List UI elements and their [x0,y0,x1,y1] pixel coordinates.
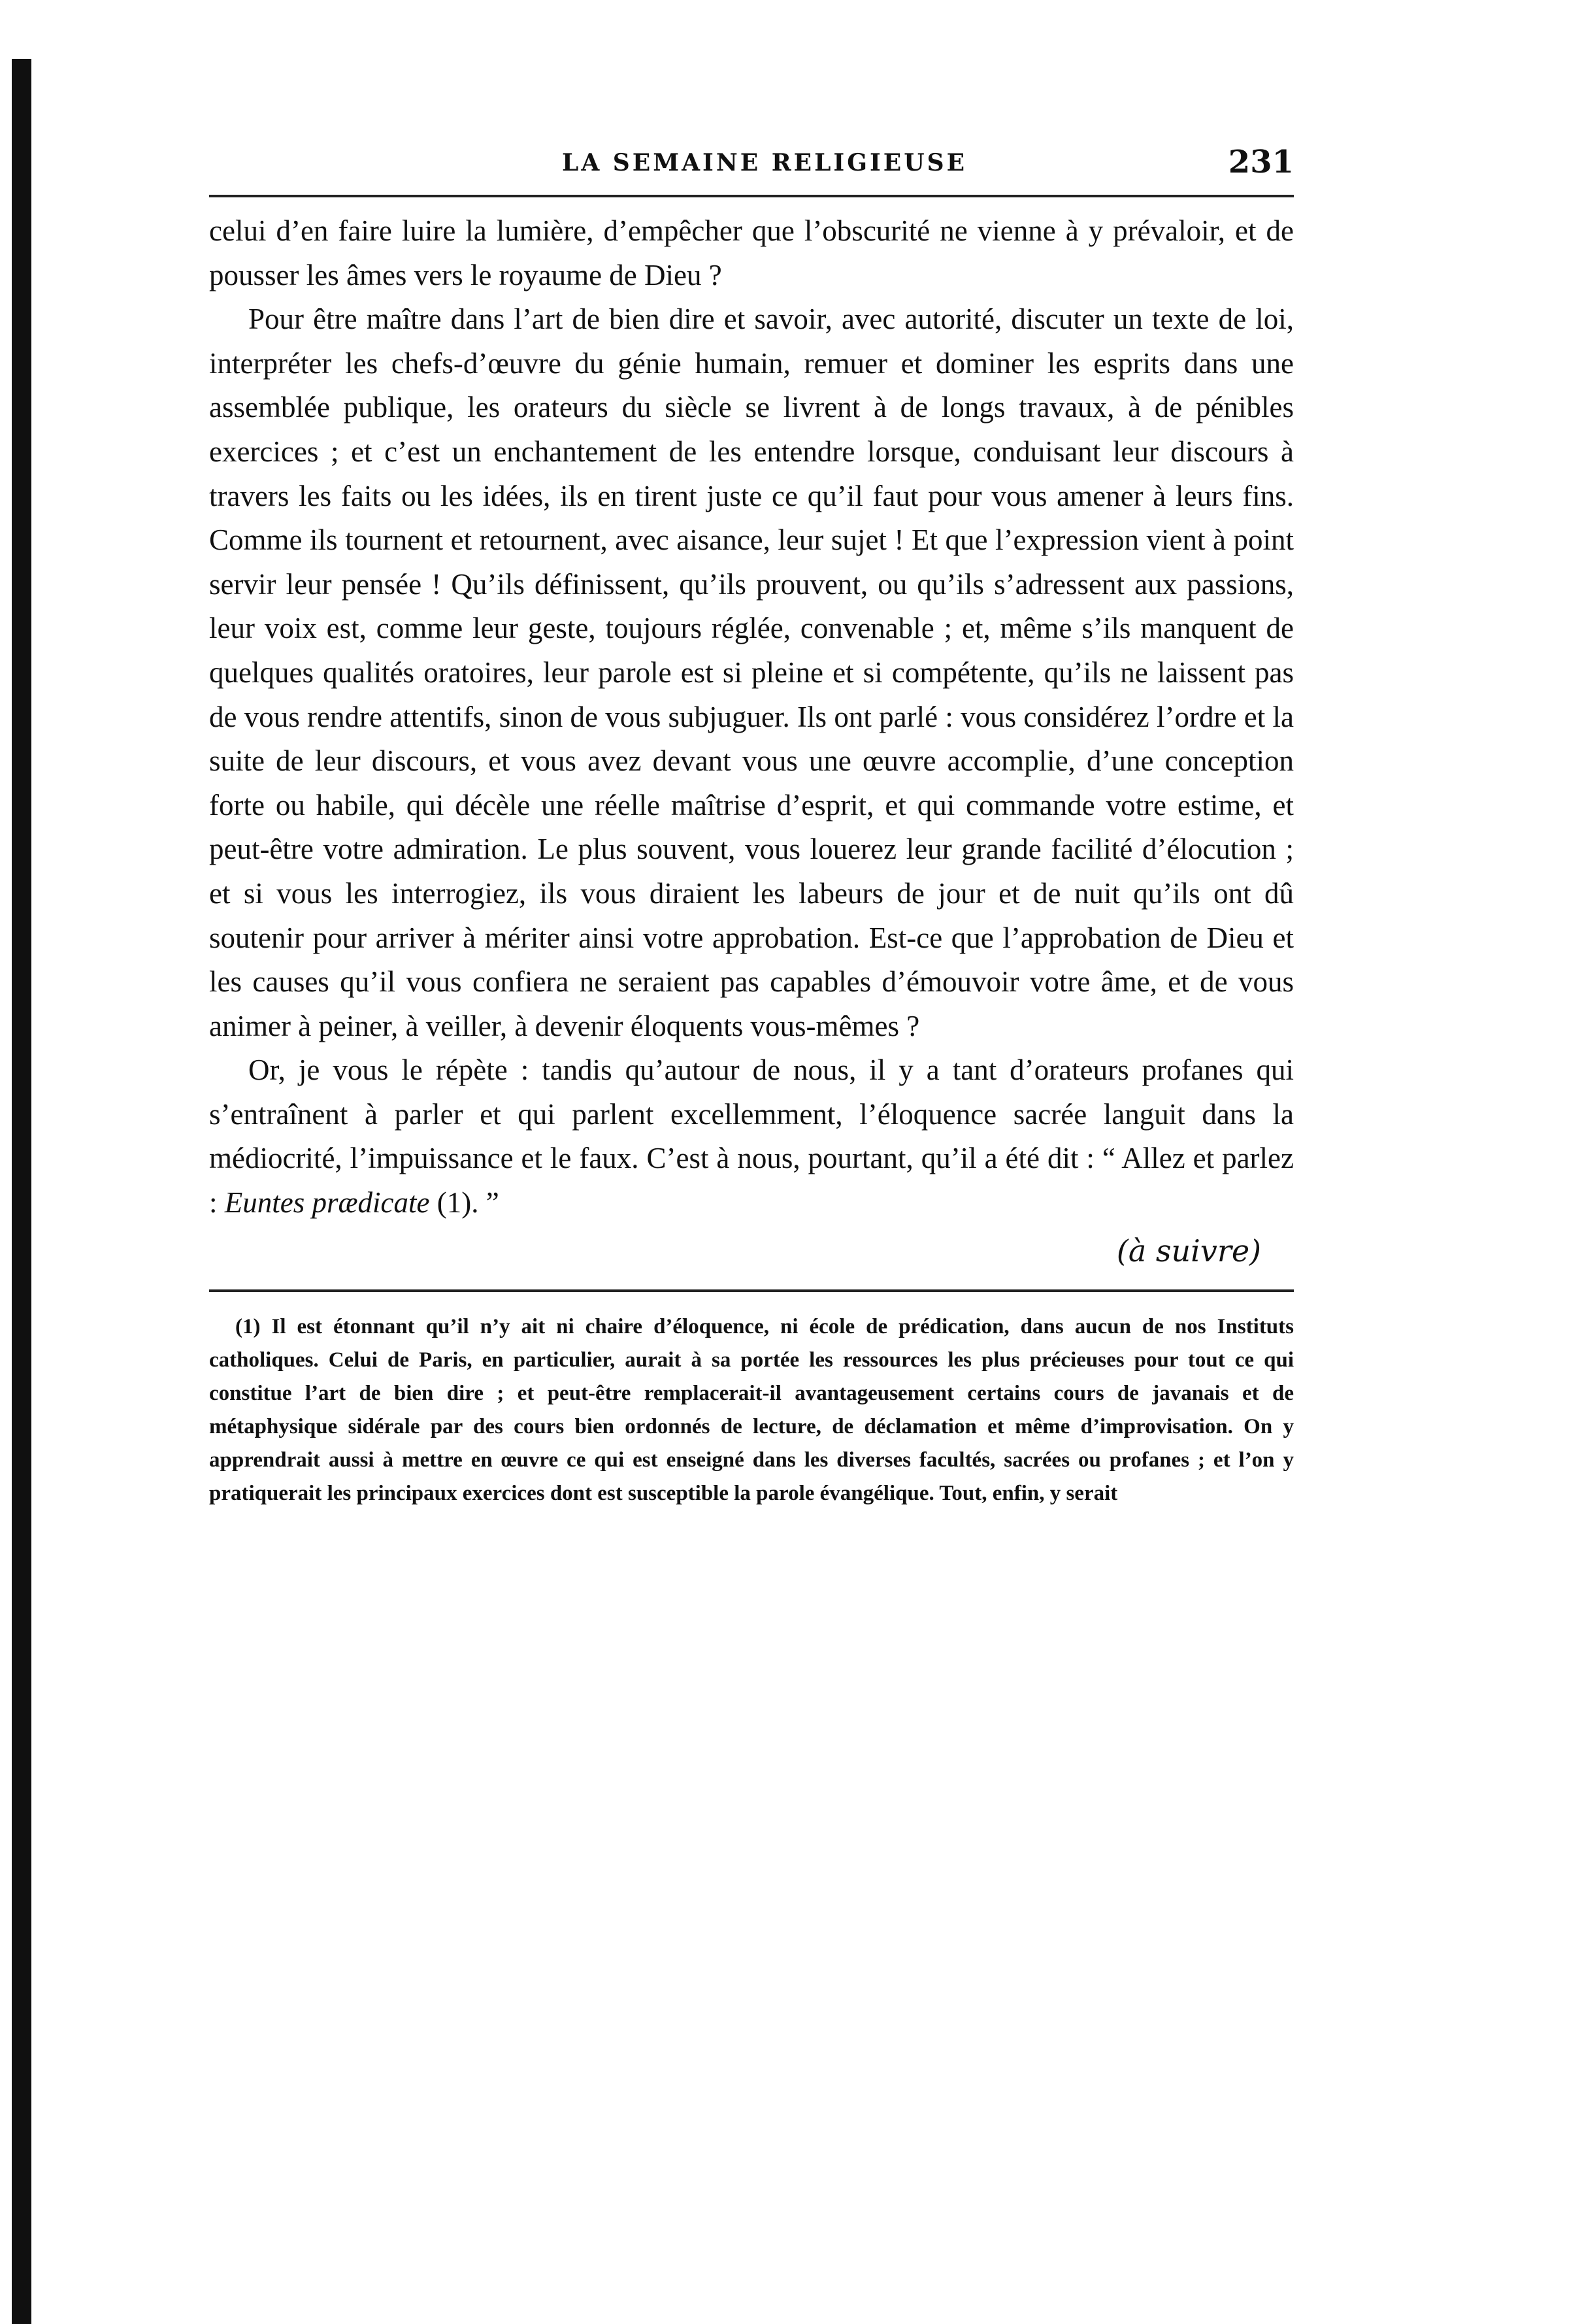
page-header [209,118,1294,190]
paragraph-3-text: Or, je vous le répète : tandis qu’autour de nous, il y a tant d’orateurs profanes qui s’entraînent à parler et qui parlent excellemment, l’éloquence sacrée languit dans la médiocrité, l’impuissance et le faux. C’est à nous, pourtant, qu’il a été dit : “ Allez et parlez : [209,1054,1294,1220]
footnote: (1) Il est étonnant qu’il n’y ait ni chaire d’éloquence, ni école de prédication, dans aucun de nos Instituts catholiques. Celui de Paris, en particulier, aurait à sa portée les ressources les plus précieuses pour tout ce qui constitue l’art de bien dire ; et peut-être remplacerait-il avantageusement certains cours de javanais et de métaphysique sidérale par des cours bien ordonnés de lecture, de déclamation et même d’improvisation. On y apprendrait aussi à mettre en œuvre ce qui est enseigné dans les diverses facultés, sacrées ou profanes ; et l’on y pratiquerait les principaux exercices dont est susceptible la parole évangélique. Tout, enfin, y serait [209,1314,1294,1505]
paragraph-3 [209,1048,1294,1225]
main-text [209,209,1294,1225]
running-title: LA SEMAINE RELIGIEUSE [562,149,968,176]
footnote-rule [209,1289,1294,1292]
scan-binding-edge [12,59,31,2324]
paragraph-1: celui d’en faire luire la lumière, d’empêcher que l’obscurité ne vienne à y prévaloir, et de pousser les âmes vers le royaume de Dieu ? [209,214,1294,291]
page-number: 231 [1228,144,1294,180]
footnote-reference: (1). ” [429,1186,499,1220]
header-rule [209,195,1294,197]
book-page [209,118,1294,1510]
latin-quote: Euntes prædicate [224,1186,430,1220]
to-be-continued: (à suivre) [1116,1233,1261,1269]
paragraph-2: Pour être maître dans l’art de bien dire et savoir, avec autorité, discuter un texte de loi, interpréter les chefs-d’œuvre du génie humain, remuer et dominer les esprits dans une assemblée publique, les orateurs du siècle se livrent à de longs travaux, à de pénibles exercices ; et c’est un enchantement de les entendre lorsque, conduisant leur discours à travers les faits ou les idées, ils en tirent juste ce qu’il faut pour vous amener à leurs fins. Comme ils tournent et retournent, avec aisance, leur sujet ! Et que l’expression vient à point servir leur pensée ! Qu’ils définissent, qu’ils prouvent, ou qu’ils s’adressent aux passions, leur voix est, comme leur geste, toujours réglée, convenable ; et, même s’ils manquent de quelques qualités oratoires, leur parole est si pleine et si compétente, qu’ils ne laissent pas de vous rendre attentifs, sinon de vous subjuguer. Ils ont parlé : vous considérez l’ordre et la suite de leur discours, et vous avez devant vous une œuvre accomplie, d’une conception forte ou habile, qui décèle une réelle maîtrise d’esprit, et qui commande votre estime, et peut-être votre admiration. Le plus souvent, vous louerez leur grande facilité d’élocution ; et si vous les interrogiez, ils vous diraient les labeurs de jour et de nuit qu’ils ont dû soutenir pour arriver à mériter ainsi votre approbation. Est-ce que l’approbation de Dieu et les causes qu’il vous confiera ne seraient pas capables d’émouvoir votre âme, et de vous animer à peiner, à veiller, à devenir éloquents vous-mêmes ? [209,303,1294,1042]
